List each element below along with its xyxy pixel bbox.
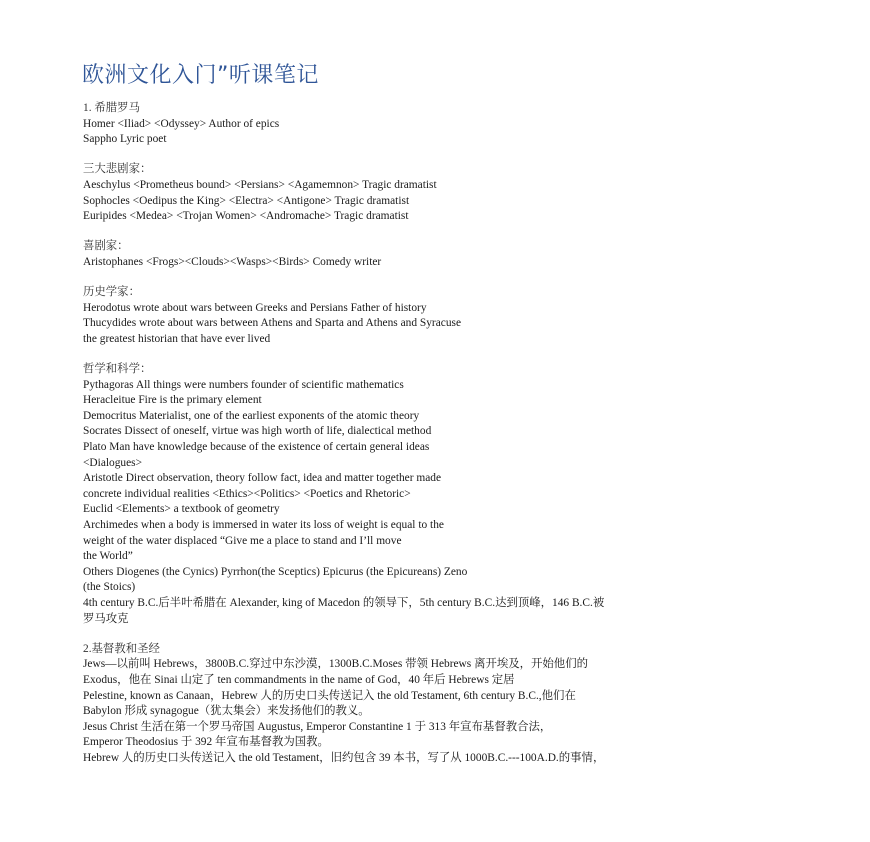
note-line: Exodus，他在 Sinai 山定了 ten commandments in the name of God，40 年后 Hebrews 定居 <box>83 673 515 686</box>
document-body <box>83 101 803 781</box>
note-line: Hebrew 人的历史口头传送记入 the old Testament，旧约包含 39 本书，写了从 1000B.C.---100A.D.的事情， <box>83 751 605 764</box>
section-heading: 三大悲剧家： <box>83 163 152 176</box>
note-line: Emperor Theodosius 于 392 年宣布基督教为国教。 <box>83 736 329 749</box>
note-line: Aristotle Direct observation, theory follow fact, idea and matter together made <box>83 472 442 485</box>
note-section <box>83 285 803 347</box>
note-line: concrete individual realities <Ethics><Politics> <Poetics and Rhetoric> <box>83 487 411 500</box>
note-line: Aeschylus <Prometheus bound> <Persians> <Agamemnon> Tragic dramatist <box>83 178 437 191</box>
note-line: Thucydides wrote about wars between Athens and Sparta and Athens and Syracuse <box>83 317 462 330</box>
note-line: Jews—以前叫 Hebrews，3800B.C.穿过中东沙漠，1300B.C.Moses 带领 Hebrews 离开埃及，开始他们的 <box>83 658 588 671</box>
note-line: Plato Man have knowledge because of the existence of certain general ideas <box>83 441 430 454</box>
note-section <box>83 642 803 767</box>
note-line: Sophocles <Oedipus the King> <Electra> <Antigone> Tragic dramatist <box>83 194 410 207</box>
note-line: Euripides <Medea> <Trojan Women> <Andromache> Tragic dramatist <box>83 210 409 223</box>
note-line: Pelestine, known as Canaan，Hebrew 人的历史口头传送记入 the old Testament, 6th century B.C.,他们在 <box>83 689 576 702</box>
note-line: 4th century B.C.后半叶希腊在 Alexander, king of Macedon 的领导下，5th century B.C.达到顶峰，146 B.C.被 <box>83 597 605 609</box>
note-line: Herodotus wrote about wars between Greeks and Persians Father of history <box>83 301 427 314</box>
note-line: weight of the water displaced “Give me a place to stand and I’ll move <box>83 534 402 547</box>
note-line: 罗马攻克 <box>83 612 129 625</box>
note-section <box>83 162 803 224</box>
note-line: Sappho Lyric poet <box>83 133 167 146</box>
note-line: Homer <Iliad> <Odyssey> Author of epics <box>83 117 280 130</box>
note-line: Babylon 形成 synagogue（犹太集会）来发扬他们的教义。 <box>83 705 370 718</box>
section-heading: 喜剧家： <box>83 240 129 253</box>
note-line: Aristophanes <Frogs><Clouds><Wasps><Birds> Comedy writer <box>83 255 382 268</box>
note-line: Socrates Dissect of oneself, virtue was high worth of life, dialectical method <box>83 425 432 438</box>
note-line: Jesus Christ 生活在第一个罗马帝国 Augustus, Emperor Constantine 1 于 313 年宣布基督教合法， <box>83 720 552 733</box>
section-heading: 1. 希腊罗马 <box>83 102 140 114</box>
note-section <box>83 362 803 627</box>
section-heading: 2.基督教和圣经 <box>83 642 160 655</box>
note-line: the World” <box>83 550 133 563</box>
note-line: <Dialogues> <box>83 456 143 469</box>
note-line: Democritus Materialist, one of the earliest exponents of the atomic theory <box>83 409 420 422</box>
note-line: Euclid <Elements> a textbook of geometry <box>83 503 280 516</box>
note-line: Heracleitue Fire is the primary element <box>83 394 262 407</box>
note-line: Pythagoras All things were numbers founder of scientific mathematics <box>83 378 404 391</box>
note-line: (the Stoics) <box>83 581 136 594</box>
note-line: Archimedes when a body is immersed in water its loss of weight is equal to the <box>83 519 444 532</box>
note-section <box>83 239 803 270</box>
note-section <box>83 101 803 148</box>
note-line: the greatest historian that have ever lived <box>83 332 271 345</box>
note-line: Others Diogenes (the Cynics) Pyrrhon(the Sceptics) Epicurus (the Epicureans) Zeno <box>83 565 468 578</box>
section-heading: 哲学和科学： <box>83 363 152 376</box>
section-heading: 历史学家： <box>83 286 140 299</box>
document-title: 欧洲文化入门”听课笔记 <box>82 63 319 88</box>
